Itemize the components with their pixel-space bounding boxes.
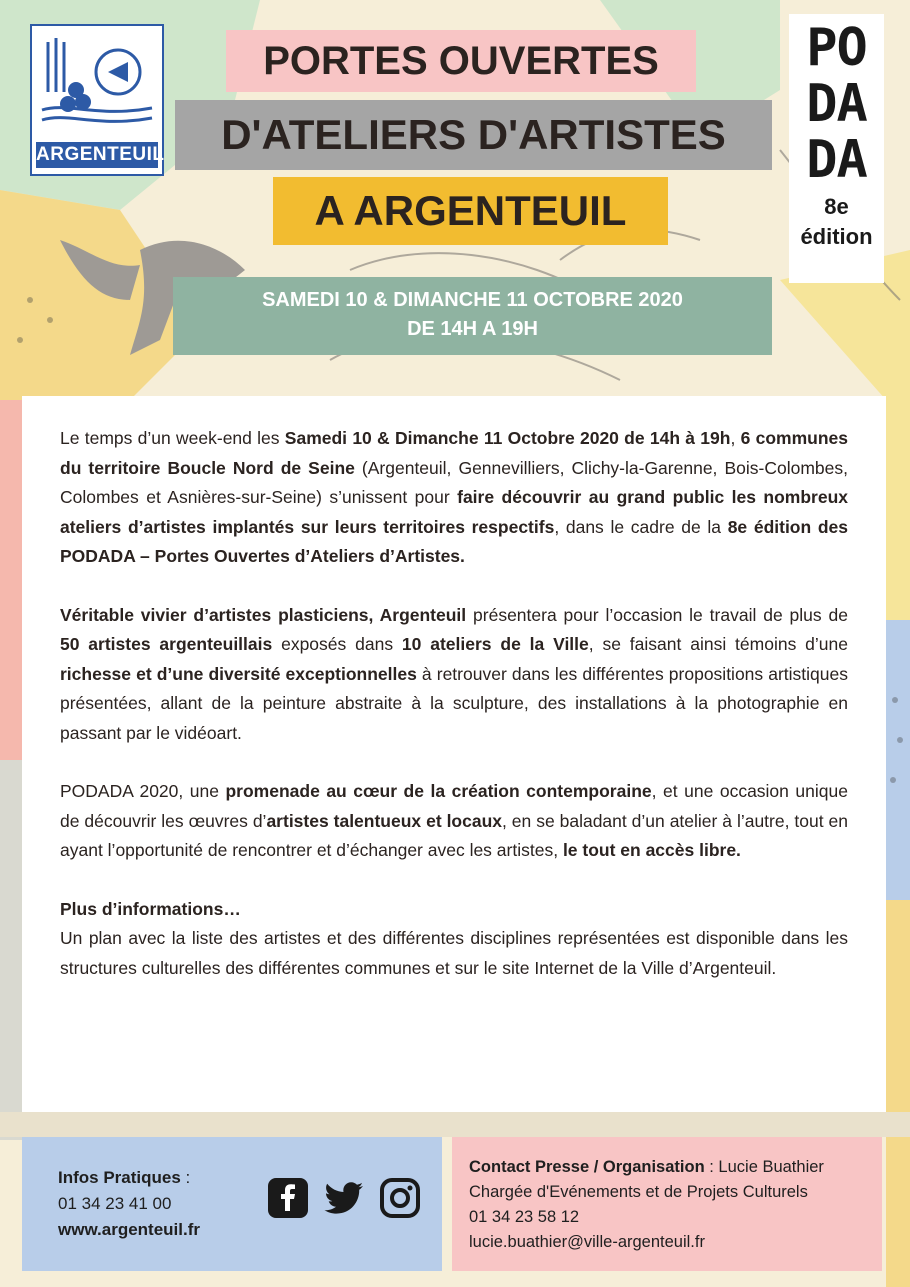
paragraph-intro [60, 424, 848, 572]
info-website[interactable]: www.argenteuil.fr [58, 1220, 201, 1239]
paragraph-podada [60, 777, 848, 866]
main-text-card [22, 396, 886, 1112]
bold-run: 6 communes du territoire Boucle Nord de Seine [60, 428, 848, 478]
logo-text: ARGENTEUIL [36, 142, 158, 168]
text-run: Le temps d’un week-end les [60, 428, 285, 448]
more-info-heading: Plus d’informations… [60, 898, 241, 919]
twitter-icon[interactable] [323, 1177, 365, 1219]
contact-label-line [469, 1155, 882, 1180]
contact-label: Contact Presse / Organisation [469, 1158, 705, 1176]
text-run: exposés dans [272, 634, 402, 654]
podada-badge [789, 14, 884, 283]
info-colon: : [180, 1168, 191, 1187]
paragraph-more-info [60, 895, 848, 984]
city-emblem-icon [38, 32, 156, 140]
contact-phone: 01 34 23 58 12 [469, 1208, 580, 1226]
contact-role: Chargée d'Evénements et de Projets Culturels [469, 1183, 808, 1201]
bold-run: faire découvrir au grand public les nombreux ateliers d’artistes implantés sur leurs territoires respectifs [60, 487, 848, 537]
date-banner [173, 277, 772, 355]
argenteuil-logo[interactable] [30, 24, 164, 176]
podada-stamp-line: DA [806, 130, 867, 190]
text-run: , et une occasion unique de découvrir les œuvres d’ [60, 781, 848, 831]
contact-email[interactable]: lucie.buathier@ville-argenteuil.fr [469, 1233, 705, 1251]
podada-stamp-line: PO [806, 18, 867, 78]
text-run: , dans le cadre de la [554, 516, 728, 537]
date-line-1: SAMEDI 10 & DIMANCHE 11 OCTOBRE 2020 [262, 289, 683, 311]
edition-number: 8e [824, 194, 849, 219]
more-info-text: Un plan avec la liste des artistes et des différentes disciplines représentées est disponible dans les structures culturelles des différentes communes et sur le site Internet de la Ville d’Argenteuil. [60, 928, 848, 978]
instagram-icon[interactable] [379, 1177, 421, 1219]
text-run: à retrouver dans les différentes propositions artistiques présentées, allant de la peinture abstraite à la sculpture, des installations à la photographie en passant par le vidéoart. [60, 663, 849, 743]
text-run: , se faisant ainsi témoins d’une [588, 634, 848, 654]
title-line-1: PORTES OUVERTES [226, 30, 696, 92]
contact-name: Lucie Buathier [718, 1158, 824, 1176]
text-run: , en se baladant d’un atelier à l’autre, tout en ayant l’opportunité de rencontrer et d’échanger avec les artistes, [60, 810, 848, 860]
paragraph-argenteuil [60, 601, 848, 749]
date-line-2: DE 14H A 19H [407, 318, 538, 340]
bold-run: le tout en accès libre. [562, 840, 741, 860]
contact-name-prefix: : [704, 1158, 719, 1176]
info-label: Infos Pratiques [58, 1168, 181, 1187]
title-line-3: A ARGENTEUIL [273, 177, 668, 245]
social-links [267, 1177, 421, 1219]
bold-run: 8e édition des PODADA – Portes Ouvertes d’Ateliers d’Artistes. [60, 516, 849, 566]
practical-info-box [22, 1137, 442, 1271]
bold-run: 50 artistes argenteuillais [60, 634, 273, 654]
text-run: , [730, 428, 741, 448]
bold-run: 10 ateliers de la Ville [401, 634, 589, 654]
bold-run: Samedi 10 & Dimanche 11 Octobre 2020 de 14h à 19h [284, 428, 731, 448]
podada-stamp [789, 20, 884, 188]
info-phone: 01 34 23 41 00 [58, 1194, 172, 1213]
bold-run: richesse et d’une diversité exceptionnelles [60, 663, 417, 684]
edition-label: édition [800, 224, 873, 249]
bold-run: artistes talentueux et locaux [266, 810, 503, 831]
bold-run: promenade au cœur de la création contemporaine [225, 781, 652, 801]
podada-edition [789, 192, 884, 252]
press-contact-box [452, 1137, 882, 1271]
bold-run: Véritable vivier d’artistes plasticiens, Argenteuil [60, 604, 467, 625]
text-run: PODADA 2020, une [60, 781, 226, 801]
title-line-2: D'ATELIERS D'ARTISTES [175, 100, 772, 170]
text-run: (Argenteuil, Gennevilliers, Clichy-la-Garenne, Bois-Colombes, Colombes et Asnières-sur-Seine) s’unissent pour [60, 457, 848, 507]
facebook-icon[interactable] [267, 1177, 309, 1219]
podada-stamp-line: DA [806, 74, 867, 134]
text-run: présentera pour l’occasion le travail de plus de [466, 604, 848, 625]
